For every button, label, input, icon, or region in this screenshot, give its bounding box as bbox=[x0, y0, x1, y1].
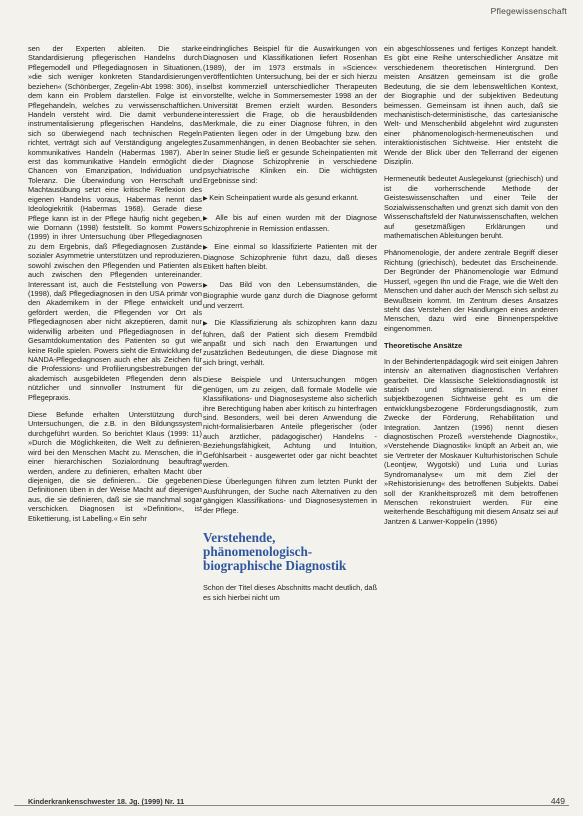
text-column-1 bbox=[28, 44, 202, 804]
text-column-2 bbox=[203, 44, 377, 804]
text-column-3 bbox=[384, 44, 558, 804]
list-item: ▶ Das Bild von den Lebensumständen, die Biographie wurde ganz durch die Diagnose geformt und verzerrt. bbox=[203, 280, 377, 310]
paragraph: ein abgeschlossenes und fertiges Konzept handelt. Es gibt eine Reihe unterschiedlicher Ansätze mit verschiedenem theoretischen Hintergrund. Den meisten Ansätzen gemeinsam ist die große Bedeutung, die sie dem lebensweltlichen Kontext, der Biographie und der subjektiven Bedeutung beimessen. Gemeinsam ist ihnen auch, daß sie mechanistisch-deterministische, das cartesianische Welt- und Menschenbild abgelehnt wird zugunsten einer phänomenologisch-hermeneutischen und interaktionistischen Sichtweise. Hier entsteht die Wende der Blick über den Tellerrand der eigenen Disziplin. bbox=[384, 44, 558, 167]
paragraph: Schon der Titel dieses Abschnitts macht deutlich, daß es sich hierbei nicht um bbox=[203, 583, 377, 602]
paragraph: Hermeneutik bedeutet Auslegekunst (griechisch) und ist die vorherrschende Methode der Geisteswissenschaften und einer Teile der Sozialwissenschaften und grenzt sich damit von den Wissenschaftsfeld der Naturwissenschaften, welchen auf gesetzmäßigen Erklärungen und mathematischen Ableitungen beruht. bbox=[384, 174, 558, 241]
list-item: ▶ Die Klassifizierung als schizophren kann dazu führen, daß der Patient sich diesem Fremdbild anpaßt und sich nach den Erwartungen und zusätzlichen Bedeutungen, die diese Diagnose mit sich bringt, verhält. bbox=[203, 318, 377, 367]
list-item: ▶ Alle bis auf einen wurden mit der Diagnose Schizophrenie in Remission entlassen. bbox=[203, 213, 377, 234]
list-item: ▶ Kein Scheinpatient wurde als gesund erkannt. bbox=[203, 193, 377, 204]
section-heading: Verstehende, phänomenologisch-biographische Diagnostik bbox=[203, 530, 347, 574]
footer-journal: Kinderkrankenschwester 18. Jg. (1999) Nr. 11 bbox=[28, 797, 185, 806]
paragraph: eindringliches Beispiel für die Auswirkungen von Diagnosen und Klassifikationen liefert Rosenhan (1989), der im 1973 erstmals in »Science« veröffentlichten Untersuchung, bei der er sich hierzu selbst kommerziell unterschiedlicher Therapeuten vorstellte, welche in Sommersemester 1998 an der Universität Bremen erzielt wurden. Besonders interessiert die Frage, ob die herausbildenden Merkmale, die zu einer Diagnose führen, in den Patienten liegen oder in der Umgebung bzw. den Zusammenhängen, in denen Beobachter sie sehen. In seiner Studie ließ er gesunde Scheinpatienten mit der Diagnose Schizophrenie in verschiedene psychiatrische Kliniken ein. Die wichtigsten Ergebnisse sind: bbox=[203, 44, 377, 185]
list-item: ▶ Eine einmal so klassifizierte Patienten mit der Diagnose Schizophrenie führt dazu, daß dieses Etikett haften bleibt. bbox=[203, 242, 377, 272]
bullet-list bbox=[203, 193, 377, 367]
paragraph: Diese Befunde erhalten Unterstützung durch Untersuchungen, die z.B. in den Bildungssystem durchgeführt wurden. So berichtet Klaus (1999: 11) »Durch die Möglichkeiten, die Welt zu definieren, wird bei den Menschen Macht zu. Menschen, die in einer hierarchischen Sozialordnung beauftragt werden, andere zu definieren, erhalten Macht über diejenigen, die sie definieren... Die gegebenen Definitionen üben in der Weise Macht auf diejenigen aus, die sie definieren, daß sie sie manchmal sogar verschicken. Diagnosen ist »Definition«, ist Etikettierung, ist Labelling.« Ein sehr bbox=[28, 410, 202, 523]
page-number: 449 bbox=[550, 796, 565, 806]
paragraph: Phänomenologie, der andere zentrale Begriff dieser Richtung (griechisch), bedeutet das Erscheinende. Der Begründer der Phänomenologie war Edmund Husserl, »gegen Ihn und die Frage, wie die Welt den Menschen und daher auch der Mensch sich selbst zu Bewußtsein kommt. Im Zentrum dieses Ansatzes steht das Verstehen der Handlungen eines anderen Menschen, dazu wird eine Binnenperspektive eingenommen. bbox=[384, 248, 558, 333]
page-header-category: Pflegewissenschaft bbox=[490, 6, 567, 16]
paragraph: sen der Experten ableiten. Die starke Standardisierung pflegerischen Handelns durch Pflegemodell und Pflegediagnosen in Situationen, »die sich weniger konkreten Standardisierungen beziehen« (Schönberger, Zegelin-Abt 1998: 306), in dem kann ein Problem darstellen. Folge ist ein Pflegehandeln, welches zu verwissenschaftlichen. Handeln versteht wird. Die damit verbundene instrumentalisierung pflegerischen Handelns, das sich so überwiegend nach technischen Regeln richtet, verträgt sich auf Verständigung angelegtes kommunikatives Handeln (Habermas 1987). Aber erst das kommunikative Handeln ermöglicht die Chancen von Emanzipation, Individuation und Toleranz. Die Überwindung von Herrschaft und Machtausübung setzt eine kritische Reflexion des eigenen Handelns voraus, Habermas nennt das Ideologiekritik (Habermas 1968). Gerade diese Pflege kann ist in der Pflege häufig nicht gegeben, wie Dornann (1998) feststellt. So kommt Powers (1999) in ihrer Untersuchung über Pflegediagnosen zu dem Ergebnis, daß Pflegediagnosen Zustände sozialer Asymmetrie unterstützen und reproduzieren, sowohl zwischen den Pflegenden und Patienten als auch zwischen den Pflegenden untereinander. Interessant ist, auch die Feststellung von Powers (1998), daß Pflegediagnosen in den USA primär von den Akademikern in der Pflege entwickelt und gefördert werden, die Pflegenden vor Ort als Pflegediagnosen aber nicht akzeptieren, damit nur widerwillig arbeiten und Pflegediagnosen in der Gesamtdokumentation des Patienten so gut wie keine Rolle spielen. Powers sieht die Entwicklung der NANDA-Pflegediagnosen auch eher als Zeichen für die Professions- und Profilierungsbestrebungen der akademisch ausgebildeten Pflegenden denn als nützlicher und sinnvoller Instrument für die Pflegepraxis. bbox=[28, 44, 202, 402]
paragraph: Diese Überlegungen führen zum letzten Punkt der Ausführungen, der Suche nach Alternativen zu den gängigen Klassifikations- und Diagnosesystemen in der Pflege. bbox=[203, 477, 377, 515]
paragraph: In der Behindertenpädagogik wird seit einigen Jahren intensiv an alternativen diagnostischen Verfahren gearbeitet. Die klassische Selektionsdiagnostik ist statisch und stigmatisierend. In einer subjektbezogenen Sichtweise geht es um die entwicklungsbezogene Förderungsdiagnostik, zum Zwecke der Förderung, Rehabilitation und Integration. Jantzen (1996) nennt diesen diagnostischen Prozeß »verstehende Diagnostik«, »Verstehende Diagnostik« knüpft an Arbeit an, wie sie Vertreter der Moskauer Kulturhistorischen Schule (Leontjew, Wygotski) und Luria und Lurias Syndromanalyse« um mit dem Ziel der »Rehistorisierung« des betroffenen Subjekts. Dabei soll der Krankheitsprozeß mit dem betroffenen Menschen rekonstruiert werden. Für eine weiterhende Beschäftigung mit diesem Ansatz sei auf Jantzen & Lanwer-Koppelin (1996) bbox=[384, 356, 558, 526]
paragraph: Diese Beispiele und Untersuchungen mögen genügen, um zu zeigen, daß formale Modelle wie Klassifikations- und Diagnosesysteme also sicherlich ihre Berechtigung haben aber kritisch zu hinterfragen sind. Besonders, weil bei deren Anwendung die nicht-formalisierbaren Anteile pflegerischer (oder auch ärztlicher, pädagogischer) Handelns - Beziehungsfähigkeit, Achtung und Intuition, Gefühlsarbeit - ausgewertet oder gar nicht beachtet werden. bbox=[203, 375, 377, 470]
subheading: Theoretische Ansätze bbox=[384, 341, 463, 351]
